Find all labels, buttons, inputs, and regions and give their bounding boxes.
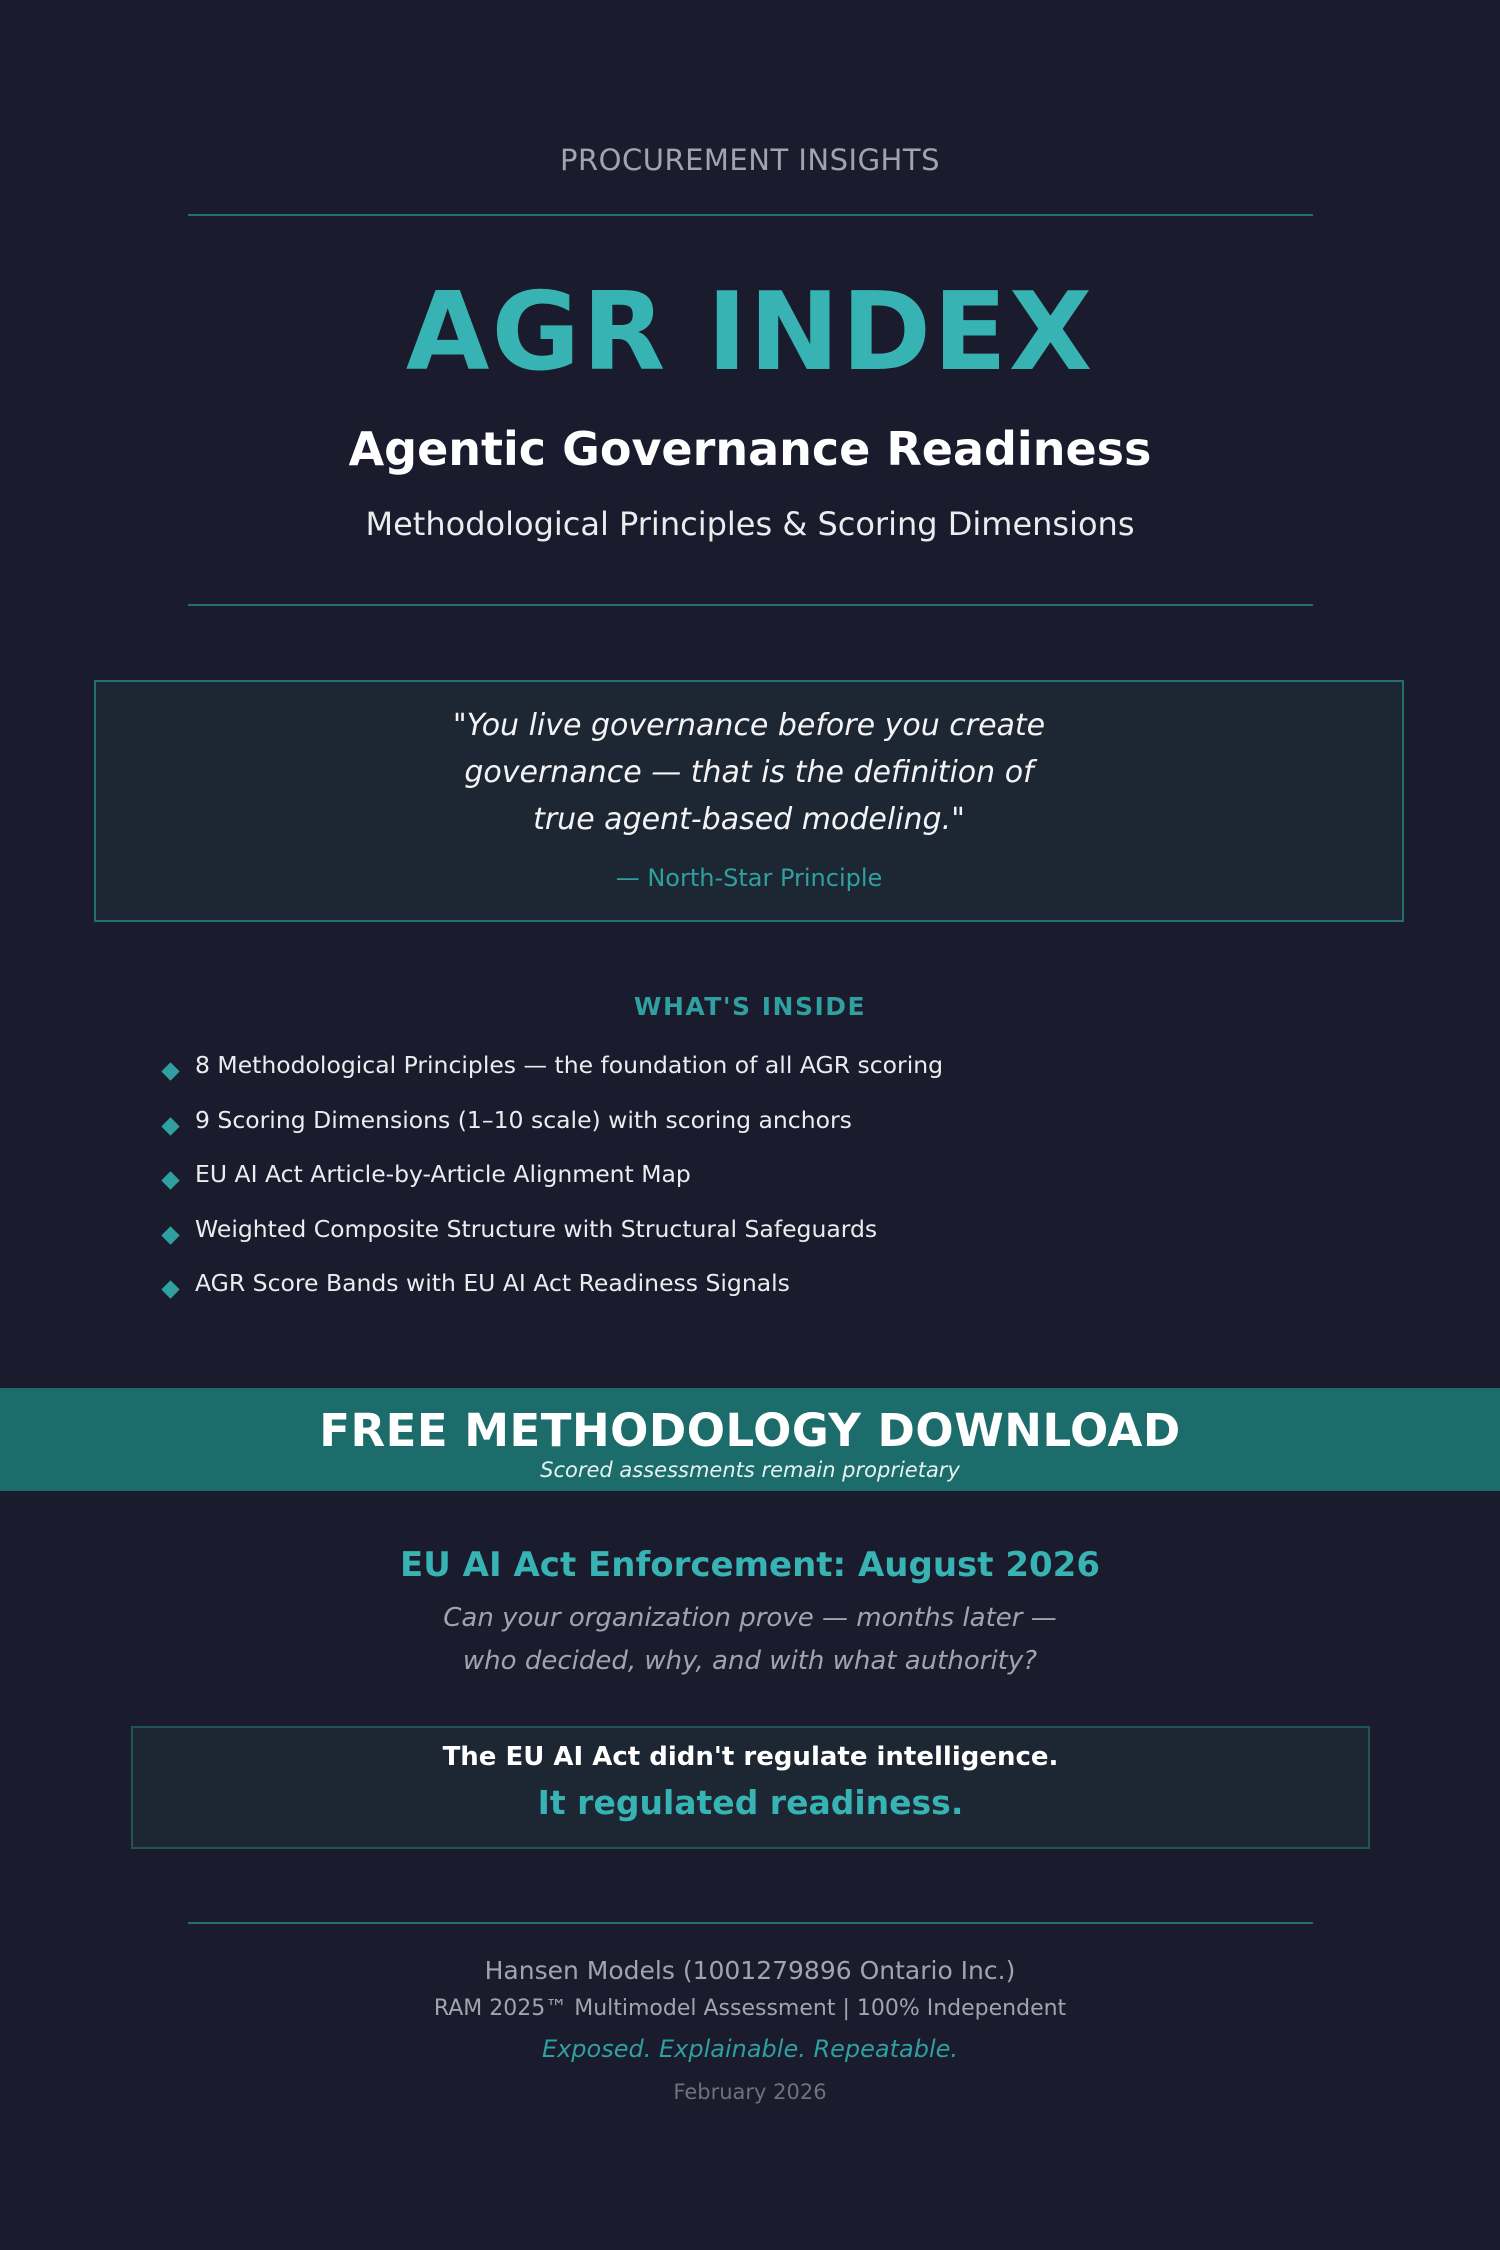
regulation-line-1: The EU AI Act didn't regulate intelligence. (442, 1742, 1059, 1772)
diamond-bullet-icon (161, 1117, 179, 1135)
list-item-text: 8 Methodological Principles — the foundation of all AGR scoring (195, 1051, 944, 1079)
regulation-line-2: It regulated readiness. (537, 1783, 964, 1822)
list-item (160, 1160, 1360, 1215)
footer-assessment: RAM 2025™ Multimodel Assessment | 100% Independent (433, 1996, 1067, 2021)
download-banner (0, 1388, 1500, 1491)
list-item-text: EU AI Act Article-by-Article Alignment Map (195, 1160, 691, 1188)
list-item (160, 1106, 1360, 1161)
page-tagline: Methodological Principles & Scoring Dimensions (365, 505, 1135, 543)
page-subtitle: Agentic Governance Readiness (348, 422, 1152, 476)
list-item (160, 1269, 1360, 1324)
footer-motto: Exposed. Explainable. Repeatable. (541, 2035, 959, 2063)
list-item (160, 1051, 1360, 1106)
quote-line: governance — that is the definition of (464, 755, 1034, 790)
quote-box (94, 680, 1404, 922)
enforcement-question (0, 1597, 1500, 1683)
diamond-bullet-icon (161, 1226, 179, 1244)
quote-line: true agent-based modeling." (533, 802, 965, 837)
quote-line: "You live governance before you create (452, 708, 1046, 743)
diamond-bullet-icon (161, 1280, 179, 1298)
regulation-callout (131, 1726, 1370, 1849)
diamond-bullet-icon (161, 1062, 179, 1080)
quote-text (96, 702, 1402, 843)
list-item-text: 9 Scoring Dimensions (1–10 scale) with scoring anchors (195, 1105, 852, 1134)
footer-divider (188, 1922, 1313, 1924)
kicker-label: PROCUREMENT INSIGHTS (560, 143, 940, 177)
question-line: Can your organization prove — months later — (443, 1603, 1057, 1633)
footer-organization: Hansen Models (1001279896 Ontario Inc.) (484, 1956, 1016, 1985)
list-item-text: AGR Score Bands with EU AI Act Readiness Signals (195, 1269, 790, 1297)
quote-attribution: — North-Star Principle (615, 864, 883, 892)
inside-list (160, 1051, 1360, 1324)
diamond-bullet-icon (161, 1171, 179, 1189)
list-item (160, 1215, 1360, 1270)
section-heading-whats-inside: WHAT'S INSIDE (633, 992, 867, 1021)
enforcement-title: EU AI Act Enforcement: August 2026 (400, 1545, 1100, 1585)
top-divider (188, 214, 1313, 216)
question-line: who decided, why, and with what authority? (462, 1646, 1038, 1676)
header-divider (188, 604, 1313, 606)
banner-subtitle: Scored assessments remain proprietary (540, 1458, 960, 1482)
banner-title: FREE METHODOLOGY DOWNLOAD (319, 1404, 1181, 1457)
page-title: AGR INDEX (405, 270, 1095, 395)
footer-date: February 2026 (673, 2080, 827, 2104)
list-item-text: Weighted Composite Structure with Structural Safeguards (195, 1214, 878, 1243)
